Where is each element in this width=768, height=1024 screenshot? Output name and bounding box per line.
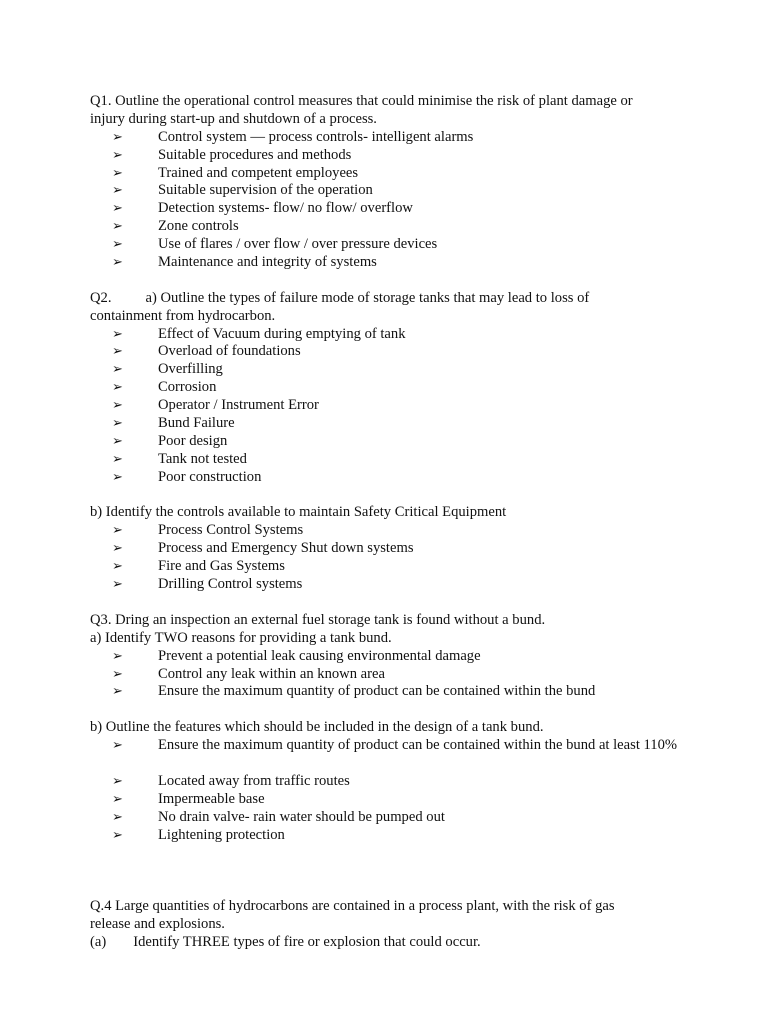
list-item-text: Ensure the maximum quantity of product can be contained within the bund [158,683,596,700]
list-item [90,827,690,845]
list-item [90,666,690,684]
list-item-text: Zone controls [158,218,239,235]
arrow-bullet-icon: ➢ [112,809,123,825]
arrow-bullet-icon: ➢ [112,183,123,199]
q2-title-line-2: containment from hydrocarbon. [90,307,276,324]
list-item [90,361,690,379]
list-item [90,236,690,254]
list-item [90,576,690,594]
list-item-text: Drilling Control systems [158,576,303,593]
list-item-text: Control any leak within an known area [158,665,385,682]
list-item-text: Control system — process controls- intelligent alarms [158,128,474,145]
list-item [90,683,690,701]
q3-a-list [90,648,690,702]
list-item-text: Maintenance and integrity of systems [158,254,377,271]
list-item-text: Located away from traffic routes [158,772,350,789]
arrow-bullet-icon: ➢ [112,791,123,807]
list-item [90,791,690,809]
list-item-text: Suitable procedures and methods [158,146,352,163]
list-item-text: Operator / Instrument Error [158,397,319,414]
q4-a-line [90,934,690,952]
arrow-bullet-icon: ➢ [112,398,123,414]
question-2b [90,504,690,593]
list-item-text: Bund Failure [158,415,235,432]
list-item [90,218,690,236]
list-item [90,433,690,451]
arrow-bullet-icon: ➢ [112,219,123,235]
list-item-text: Poor design [158,432,228,449]
arrow-bullet-icon: ➢ [112,577,123,593]
arrow-bullet-icon: ➢ [112,129,123,145]
list-item [90,809,690,827]
arrow-bullet-icon: ➢ [112,380,123,396]
q4-a-text: Identify THREE types of fire or explosion that could occur. [133,933,481,950]
question-3a [90,612,690,701]
q4-title-line-1: Q.4 Large quantities of hydrocarbons are contained in a process plant, with the risk of gas [90,898,615,915]
question-3b [90,719,690,844]
q1-title-line-2: injury during start-up and shutdown of a process. [90,110,377,127]
list-item-text: Prevent a potential leak causing environmental damage [158,647,481,664]
list-item [90,165,690,183]
list-item [90,200,690,218]
list-item [90,254,690,272]
q3-title: Q3. Dring an inspection an external fuel storage tank is found without a bund. [90,611,546,628]
list-item-text: Process Control Systems [158,522,304,539]
q4-title-line-2: release and explosions. [90,916,225,932]
q2-number: Q2. [90,289,112,306]
arrow-bullet-icon: ➢ [112,684,123,700]
arrow-bullet-icon: ➢ [112,559,123,575]
list-item [90,182,690,200]
list-item-text: Use of flares / over flow / over pressure devices [158,236,438,253]
arrow-bullet-icon: ➢ [112,827,123,843]
list-item [90,540,690,558]
question-1 [90,93,690,272]
q1-list [90,129,690,272]
arrow-bullet-icon: ➢ [112,541,123,557]
list-item-text: Fire and Gas Systems [158,558,285,575]
arrow-bullet-icon: ➢ [112,666,123,682]
arrow-bullet-icon: ➢ [112,326,123,342]
arrow-bullet-icon: ➢ [112,147,123,163]
arrow-bullet-icon: ➢ [112,773,123,789]
arrow-bullet-icon: ➢ [112,469,123,485]
list-item-text: No drain valve- rain water should be pumped out [158,808,445,825]
q2-b-title: b) Identify the controls available to maintain Safety Critical Equipment [90,504,507,521]
list-item-text: Suitable supervision of the operation [158,182,373,199]
list-item [90,773,690,791]
arrow-bullet-icon: ➢ [112,451,123,467]
arrow-bullet-icon: ➢ [112,362,123,378]
arrow-bullet-icon: ➢ [112,433,123,449]
q2-b-list [90,522,690,594]
list-item [90,469,690,487]
list-item [90,648,690,666]
q2-a-list [90,326,690,487]
question-2a [90,290,690,487]
list-item [90,451,690,469]
list-item-text: Impermeable base [158,790,265,807]
arrow-bullet-icon: ➢ [112,344,123,360]
q3-a-title: a) Identify TWO reasons for providing a tank bund. [90,629,392,646]
list-item [90,343,690,361]
list-item-text: Detection systems- flow/ no flow/ overflow [158,200,413,217]
list-item-text: Overload of foundations [158,343,301,360]
list-item-text: Tank not tested [158,450,247,467]
list-item-text: Poor construction [158,468,262,485]
arrow-bullet-icon: ➢ [112,416,123,432]
arrow-bullet-icon: ➢ [112,165,123,181]
arrow-bullet-icon: ➢ [112,648,123,664]
list-item [90,326,690,344]
q1-title-line-1: Q1. Outline the operational control measures that could minimise the risk of plant damage or [90,93,633,109]
list-item-text: Effect of Vacuum during emptying of tank [158,325,406,342]
arrow-bullet-icon: ➢ [112,523,123,539]
q2-title-line-1 [90,290,690,308]
list-item [90,415,690,433]
q2-a-title: a) Outline the types of failure mode of storage tanks that may lead to loss of [145,289,590,306]
arrow-bullet-icon: ➢ [112,201,123,217]
list-item [90,379,690,397]
arrow-bullet-icon: ➢ [112,738,123,754]
list-item-text: Ensure the maximum quantity of product can be contained within the bund at least 110% [158,737,678,754]
q4-a-label: (a) [90,933,107,950]
list-item-text: Overfilling [158,361,223,378]
list-item [90,522,690,540]
arrow-bullet-icon: ➢ [112,237,123,253]
list-item-text: Trained and competent employees [158,164,359,181]
list-item-text: Lightening protection [158,826,285,843]
list-item-text: Process and Emergency Shut down systems [158,540,414,557]
list-item [90,397,690,415]
list-item [90,129,690,147]
question-4 [90,898,690,952]
document-page [90,93,690,952]
list-item-text: Corrosion [158,379,217,396]
list-item [90,737,690,773]
list-item [90,147,690,165]
list-item [90,558,690,576]
arrow-bullet-icon: ➢ [112,255,123,271]
q3-b-list [90,737,690,844]
q3-b-title: b) Outline the features which should be included in the design of a tank bund. [90,719,544,736]
